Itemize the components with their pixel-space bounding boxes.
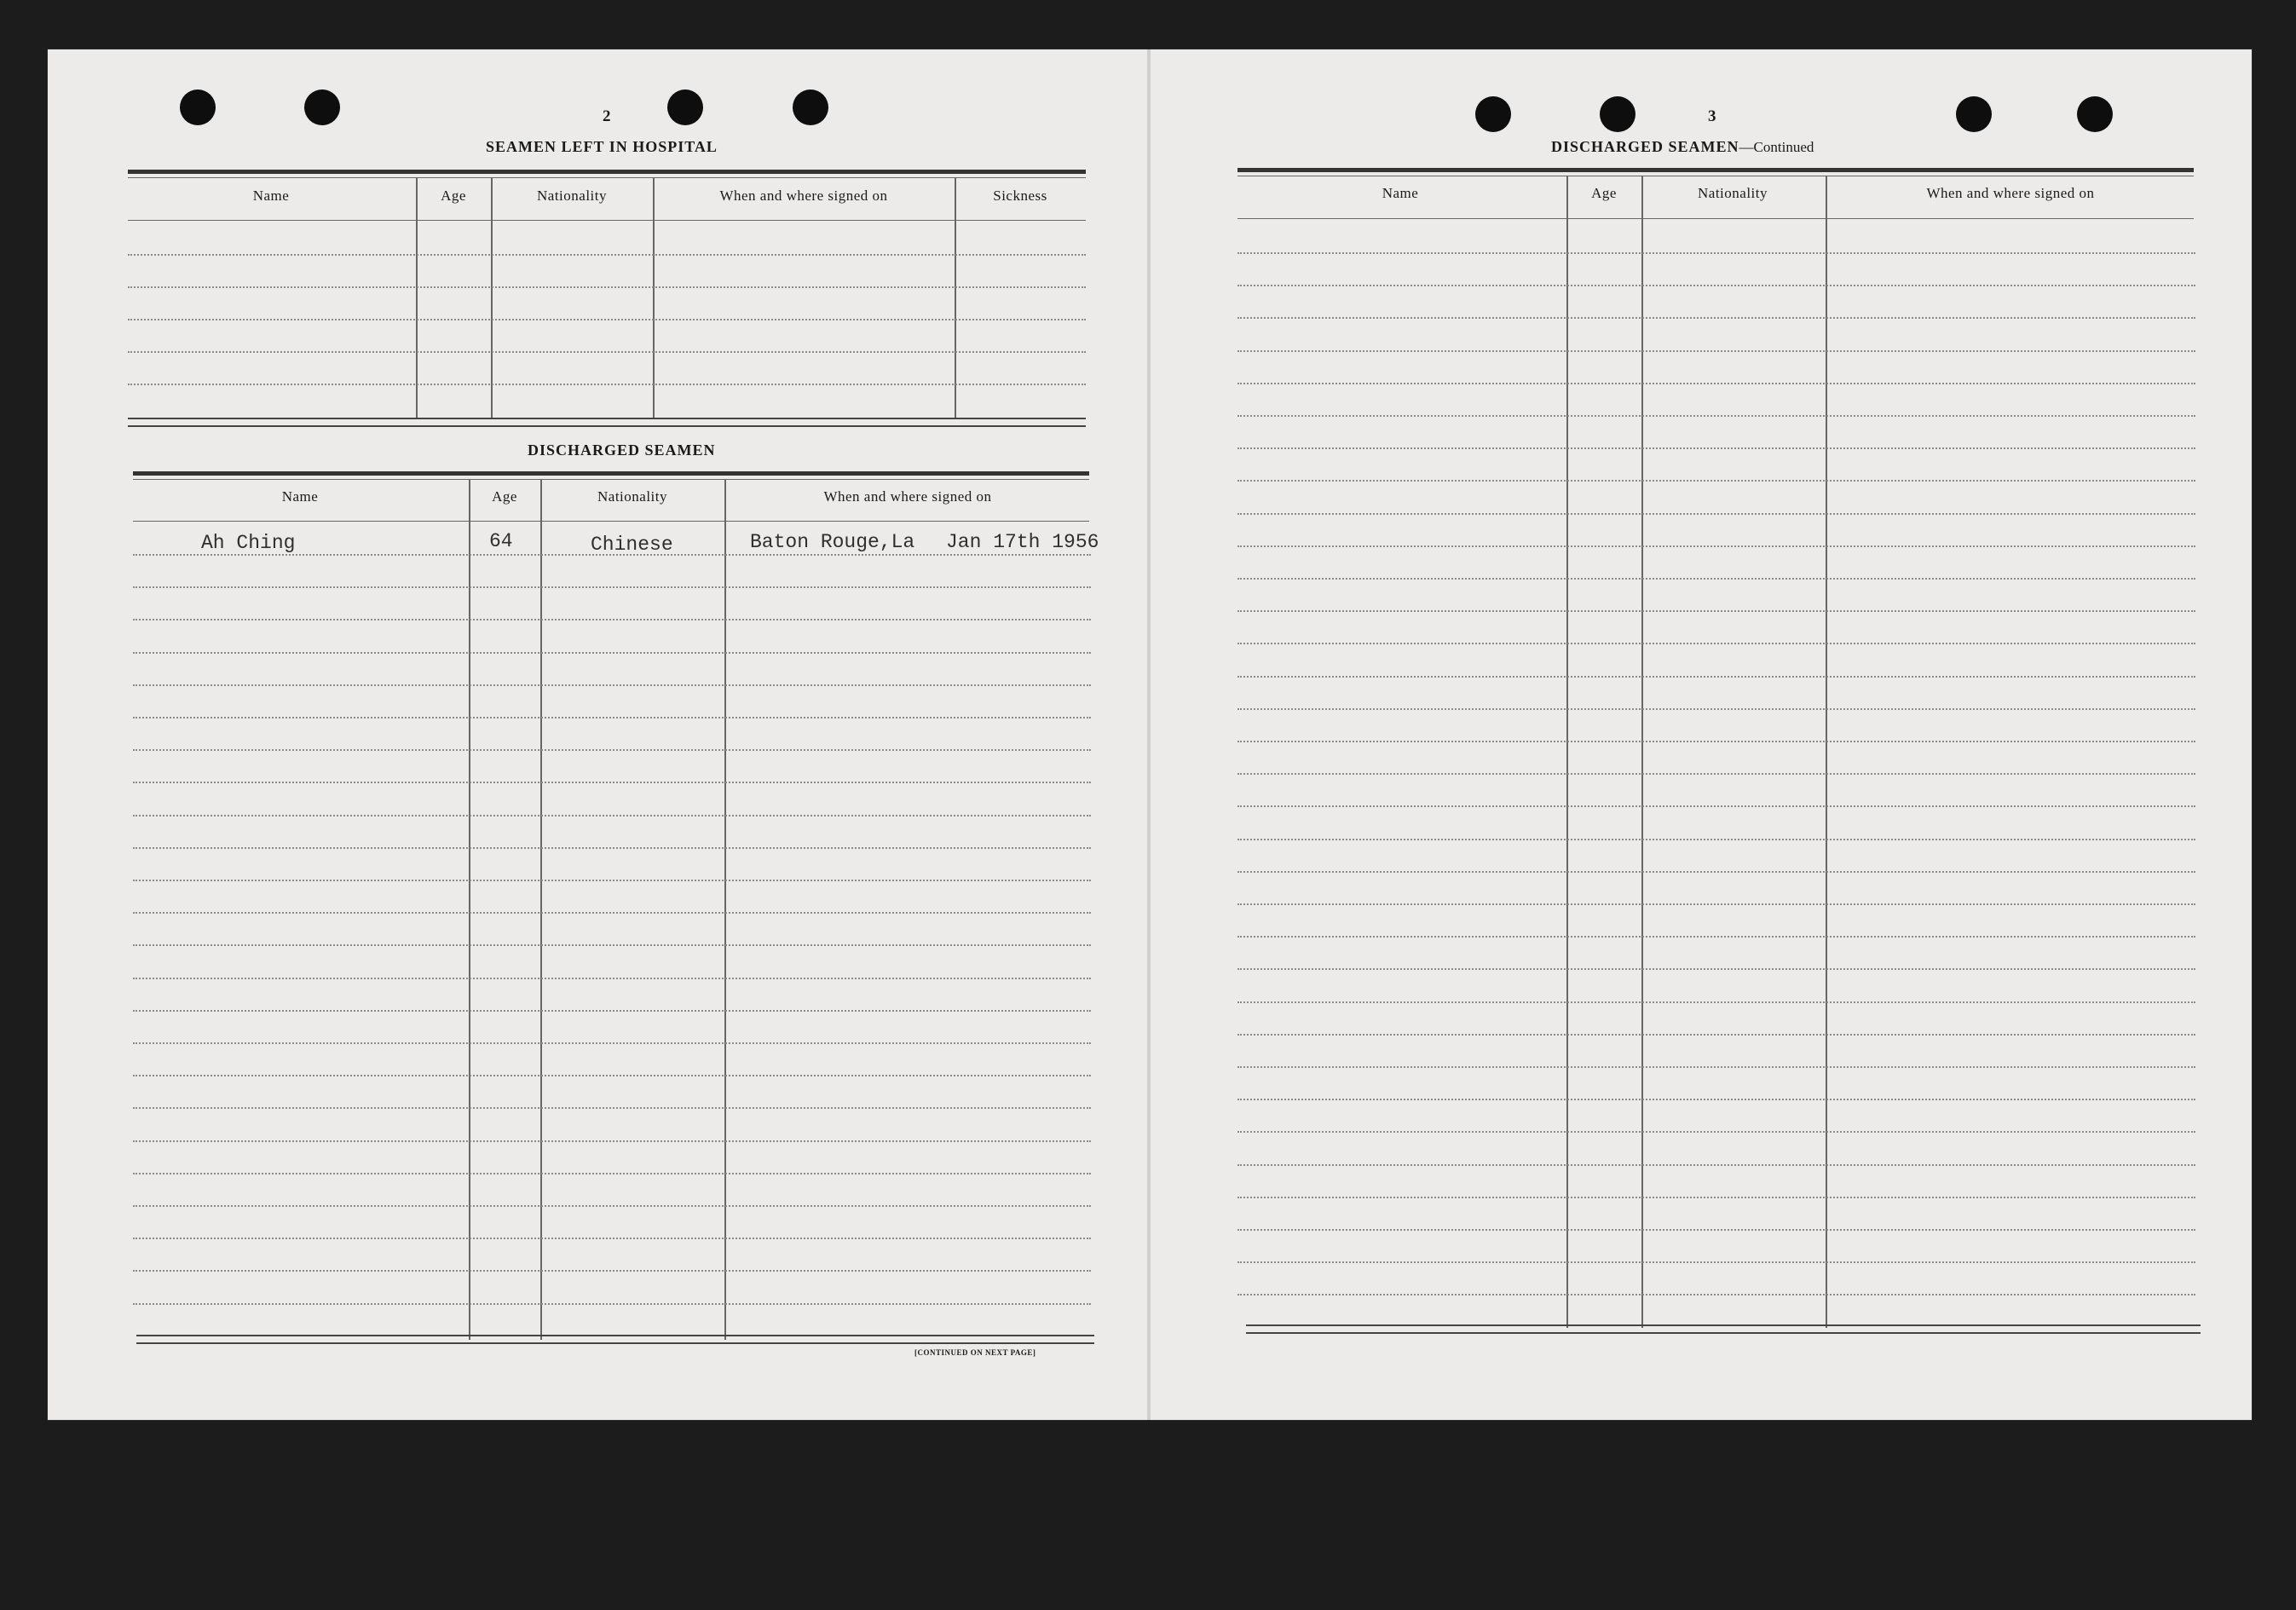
entry-line (133, 1075, 1091, 1076)
rule (136, 1335, 1094, 1344)
entry-line (1237, 1229, 2195, 1231)
rule (1237, 218, 2194, 219)
entry-line (1237, 480, 2195, 482)
entry-line (133, 619, 1091, 620)
entry-line (1237, 1066, 2195, 1068)
column-header-name: Name (281, 488, 319, 505)
column-divider (540, 479, 542, 1340)
entry-line (1237, 545, 2195, 547)
column-divider (1566, 176, 1568, 1328)
entry-line (133, 554, 1091, 556)
entry-place: Baton Rouge,La (750, 531, 915, 553)
entry-line (133, 1270, 1091, 1272)
rule (133, 471, 1089, 476)
entry-line (1237, 350, 2195, 352)
entry-line (1237, 773, 2195, 775)
column-divider (469, 479, 470, 1340)
entry-line (133, 944, 1091, 946)
entry-line (1237, 252, 2195, 254)
entry-nationality: Chinese (591, 534, 673, 556)
punch-hole (2077, 96, 2113, 132)
punch-hole (180, 89, 216, 125)
entry-line (1237, 513, 2195, 515)
column-header-nationality: Nationality (1698, 185, 1768, 201)
rule (133, 521, 1089, 522)
entry-line (1237, 285, 2195, 286)
column-header-age: Age (492, 488, 517, 505)
entry-line (1237, 1197, 2195, 1198)
entry-line (1237, 643, 2195, 644)
entry-age: 64 (489, 530, 513, 552)
entry-line (133, 1303, 1091, 1305)
rule (128, 220, 1086, 221)
column-header-age: Age (441, 188, 466, 204)
entry-line (133, 717, 1091, 718)
entry-line (133, 1205, 1091, 1207)
section-title-suffix: —Continued (1739, 139, 1814, 155)
punch-hole (793, 89, 828, 125)
entry-line (133, 815, 1091, 817)
entry-line (1237, 1131, 2195, 1133)
page-number: 3 (1708, 107, 1717, 125)
entry-line (1237, 708, 2195, 710)
entry-line (133, 847, 1091, 849)
entry-line (1237, 1164, 2195, 1166)
column-header-signed-on: When and where signed on (1926, 185, 2095, 201)
entry-line (1237, 936, 2195, 938)
continued-note: [CONTINUED ON NEXT PAGE] (914, 1348, 1036, 1357)
entry-name: Ah Ching (201, 532, 296, 554)
column-divider (1826, 176, 1827, 1328)
section-title-discharged: DISCHARGED SEAMEN (528, 441, 716, 459)
entry-line (133, 782, 1091, 783)
column-header-name: Name (1382, 185, 1419, 201)
column-divider (724, 479, 726, 1340)
entry-line (1237, 317, 2195, 319)
entry-line (128, 351, 1086, 353)
punch-hole (304, 89, 340, 125)
entry-line (133, 1042, 1091, 1044)
entry-line (133, 652, 1091, 654)
column-header-name: Name (252, 188, 290, 204)
entry-line (133, 749, 1091, 751)
entry-line (1237, 805, 2195, 807)
column-header-age: Age (1591, 185, 1617, 201)
entry-line (1237, 1099, 2195, 1100)
entry-line (128, 254, 1086, 256)
entry-line (1237, 839, 2195, 840)
rule (133, 479, 1089, 480)
punch-hole (1956, 96, 1992, 132)
entry-line (1237, 676, 2195, 678)
entry-line (133, 978, 1091, 979)
entry-line (133, 880, 1091, 881)
entry-line (133, 1107, 1091, 1109)
entry-line (128, 319, 1086, 320)
right-page (1151, 49, 2252, 1420)
column-header-signed-on: When and where signed on (823, 488, 992, 505)
entry-line (128, 384, 1086, 385)
entry-date: Jan 17th 1956 (946, 531, 1099, 553)
entry-line (1237, 578, 2195, 580)
entry-line (133, 1173, 1091, 1174)
entry-line (1237, 1001, 2195, 1003)
entry-line (1237, 1261, 2195, 1263)
entry-line (133, 1238, 1091, 1239)
column-header-nationality: Nationality (597, 488, 667, 505)
punch-hole (1475, 96, 1511, 132)
entry-line (1237, 610, 2195, 612)
column-divider (1641, 176, 1643, 1328)
section-title-hospital: SEAMEN LEFT IN HOSPITAL (486, 138, 718, 155)
entry-line (1237, 1294, 2195, 1296)
column-header-nationality: Nationality (537, 188, 607, 204)
entry-line (1237, 447, 2195, 449)
entry-line (1237, 383, 2195, 384)
rule (128, 170, 1086, 174)
entry-line (128, 286, 1086, 288)
entry-line (1237, 968, 2195, 970)
section-title-text: DISCHARGED SEAMEN (1551, 138, 1739, 155)
punch-hole (667, 89, 703, 125)
column-header-sickness: Sickness (993, 188, 1047, 204)
entry-line (1237, 741, 2195, 742)
entry-line (133, 586, 1091, 588)
punch-hole (1600, 96, 1635, 132)
entry-line (1237, 903, 2195, 905)
entry-line (133, 1140, 1091, 1142)
entry-line (133, 684, 1091, 686)
rule (128, 177, 1086, 178)
page-gutter (1147, 49, 1151, 1420)
entry-line (133, 1010, 1091, 1012)
entry-line (1237, 871, 2195, 873)
rule (1246, 1324, 2201, 1334)
entry-line (133, 912, 1091, 914)
column-header-signed-on: When and where signed on (719, 188, 888, 204)
rule (1237, 168, 2194, 172)
entry-line (1237, 1034, 2195, 1036)
page-number: 2 (603, 107, 612, 125)
section-title-discharged-continued (1551, 138, 1814, 156)
rule (128, 418, 1086, 427)
entry-line (1237, 415, 2195, 417)
